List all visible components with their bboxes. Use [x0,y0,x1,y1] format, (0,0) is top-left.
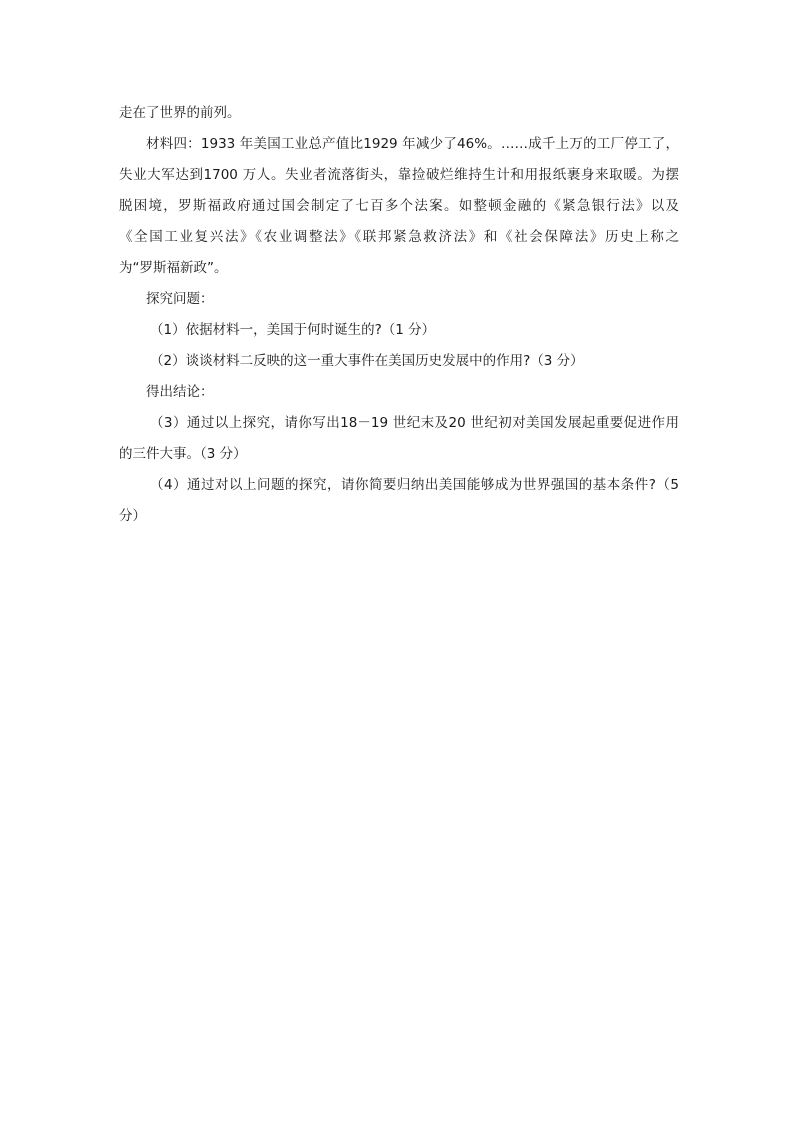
question-4-line-1: （4）通过对以上问题的探究，请你简要归纳出美国能够成为世界强国的基本条件?（5 [150,477,679,493]
material4-line-3: 脱困境，罗斯福政府通过国会制定了七百多个法案。如整顿金融的《紧急银行法》以及 [119,198,679,214]
question-3-line-1: （3）通过以上探究，请你写出18－19 世纪末及20 世纪初对美国发展起重要促进作用 [150,415,679,431]
material4-line-4: 《全国工业复兴法》《农业调整法》《联邦紧急救济法》和《社会保障法》历史上称之 [119,229,679,245]
question-2: （2）谈谈材料二反映的这一重大事件在美国历史发展中的作用?（3 分） [150,353,584,369]
material4-line-5: 为“罗斯福新政”。 [119,260,228,276]
question-1: （1）依据材料一，美国于何时诞生的?（1 分） [150,322,436,338]
conclusion-heading: 得出结论： [146,384,214,400]
question-4-line-2: 分） [119,508,146,524]
explore-heading: 探究问题： [146,291,214,307]
continuation-line: 走在了世界的前列。 [119,105,241,121]
material4-line-2: 失业大军达到1700 万人。失业者流落街头，靠捡破烂维持生计和用报纸裹身来取暖。为摆 [119,167,679,183]
document-body [119,98,679,532]
question-3-line-2: 的三件大事。（3 分） [119,446,247,462]
material4-line-1: 材料四：1933 年美国工业总产值比1929 年减少了46%。……成千上万的工厂停工了， [146,136,679,152]
